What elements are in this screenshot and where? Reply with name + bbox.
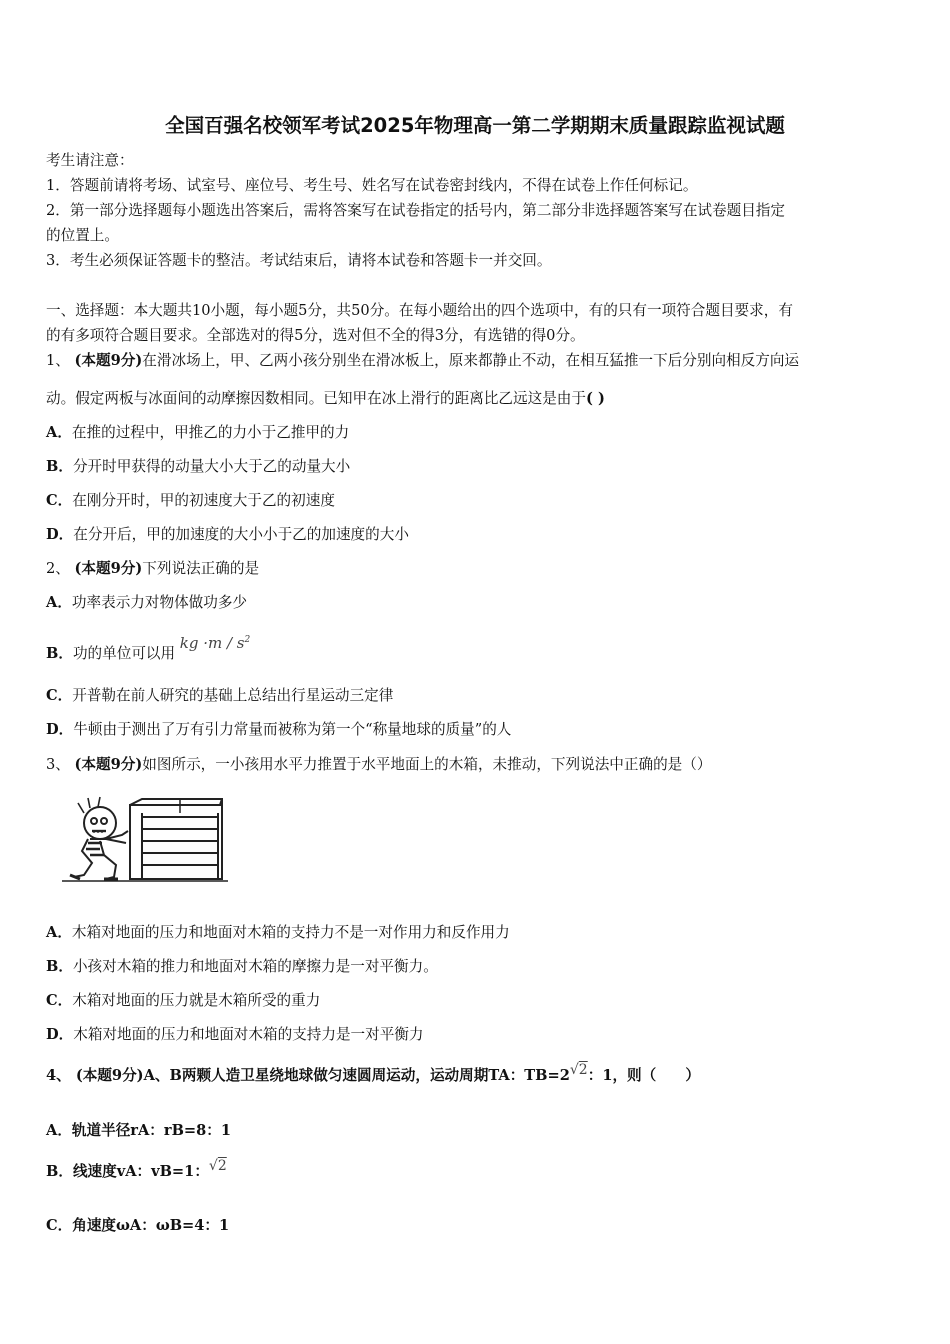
notice-item: 3．考生必须保证答题卡的整洁。考试结束后，请将本试卷和答题卡一并交回。 [46,252,552,269]
option-d [46,525,908,545]
option-label: D． [46,721,74,738]
option-text: 分开时甲获得的动量大小大于乙的动量大小 [72,458,351,475]
section-intro: 一、选择题：本大题共10小题，每小题5分，共50分。在每小题给出的四个选项中，有的只有一项符合题目要求，有 [46,302,793,319]
formula-exponent: 2 [244,635,251,645]
option-b [46,957,908,977]
option-c [46,686,908,706]
formula-text: kg ·m / s [179,634,245,652]
question-text: 如图所示，一小孩用水平力推置于水平地面上的木箱，未推动，下列说法中正确的是（） [142,756,712,773]
option-label: D． [46,526,74,543]
option-a [46,593,908,613]
question-text: 在滑冰场上，甲、乙两小孩分别坐在滑冰板上，原来都静止不动，在相互猛推一下后分别向相反方向运 [142,352,800,369]
option-label: A． [46,924,72,941]
answer-paren: ( ) [585,390,605,407]
unit-formula [180,634,250,652]
option-text: 角速度ωA：ωB=4：1 [72,1217,230,1234]
sqrt-symbol: √2 [569,1062,588,1078]
option-b [46,457,908,477]
option-a [46,1121,908,1141]
question-text: 动。假定两板与冰面间的动摩擦因数相同。已知甲在冰上滑行的距离比乙远这是由于 [46,390,586,407]
option-label: A． [46,594,72,611]
option-text: 木箱对地面的压力就是木箱所受的重力 [72,992,321,1009]
option-b [46,1158,908,1182]
option-b [46,634,908,664]
question-text: A、B两颗人造卫星绕地球做匀速圆周运动，运动周期TA：TB=2 [143,1067,570,1084]
question-number: 1、 [46,352,70,369]
option-text: 牛顿由于测出了万有引力常量而被称为第一个“称量地球的质量”的人 [73,721,512,738]
page-title: 全国百强名校领军考试2025年物理高一第二学期期末质量跟踪监视试题 [165,114,785,137]
question-2-stem [46,559,908,579]
option-text: 轨道半径rA：rB=8：1 [71,1122,232,1139]
option-a [46,923,908,943]
option-a [46,423,908,443]
section-intro: 的有多项符合题目要求。全部选对的得5分，选对但不全的得3分，有选错的得0分。 [46,327,585,344]
option-label: C． [46,992,73,1009]
option-text: 在推的过程中，甲推乙的力小于乙推甲的力 [71,424,350,441]
question-text: ：1，则（ ） [587,1067,701,1084]
option-text: 木箱对地面的压力和地面对木箱的支持力是一对平衡力 [73,1026,424,1043]
question-number: 2、 [46,560,70,577]
notice-item: 1．答题前请将考场、试室号、座位号、考生号、姓名写在试卷密封线内，不得在试卷上作任何标记。 [46,177,698,194]
question-tag: (本题9分) [74,352,143,369]
notice-item: 2．第一部分选择题每小题选出答案后，需将答案写在试卷指定的括号内，第二部分非选择题答案写在试卷题目指定 [46,202,785,219]
option-c [46,491,908,511]
option-text: 功率表示力对物体做功多少 [71,594,248,611]
question-1-stem-cont [46,389,908,409]
question-3-stem [46,755,908,775]
question-number: 3、 [46,756,70,773]
option-d [46,720,908,740]
option-text: 在刚分开时，甲的初速度大于乙的初速度 [72,492,335,509]
question-tag: (本题9分) [74,756,143,773]
question-tag: (本题9分) [74,560,143,577]
question-text: 下列说法正确的是 [142,560,260,577]
option-text: 在分开后，甲的加速度的大小小于乙的加速度的大小 [73,526,409,543]
question-tag: (本题9分) [75,1067,144,1084]
option-text: 线速度vA：vB=1： [72,1163,209,1180]
option-label: B． [46,458,73,475]
sqrt-radicand: 2 [217,1158,227,1174]
sqrt-radicand: 2 [578,1062,588,1078]
option-text: 功的单位可以用 [72,645,176,662]
option-text: 木箱对地面的压力和地面对木箱的支持力不是一对作用力和反作用力 [71,924,510,941]
child-head [84,807,116,839]
question-4-stem [46,1062,908,1086]
option-label: A． [46,1122,72,1139]
sqrt-symbol: √2 [208,1158,227,1174]
option-label: A． [46,424,72,441]
option-c [46,991,908,1011]
question-number: 4、 [46,1067,71,1084]
option-label: D． [46,1026,74,1043]
option-label: B． [46,958,73,975]
question-1-stem [46,351,908,371]
option-label: C． [46,1217,73,1234]
notice-heading: 考生请注意： [46,152,134,169]
option-label: C． [46,687,73,704]
option-d [46,1025,908,1045]
option-c [46,1216,908,1236]
option-label: B． [46,645,73,662]
child-pushing-box-figure [60,795,230,887]
option-label: B． [46,1163,73,1180]
option-text: 开普勒在前人研究的基础上总结出行星运动三定律 [72,687,394,704]
option-text: 小孩对木箱的推力和地面对木箱的摩擦力是一对平衡力。 [72,958,438,975]
option-label: C． [46,492,73,509]
notice-item: 的位置上。 [46,227,119,244]
